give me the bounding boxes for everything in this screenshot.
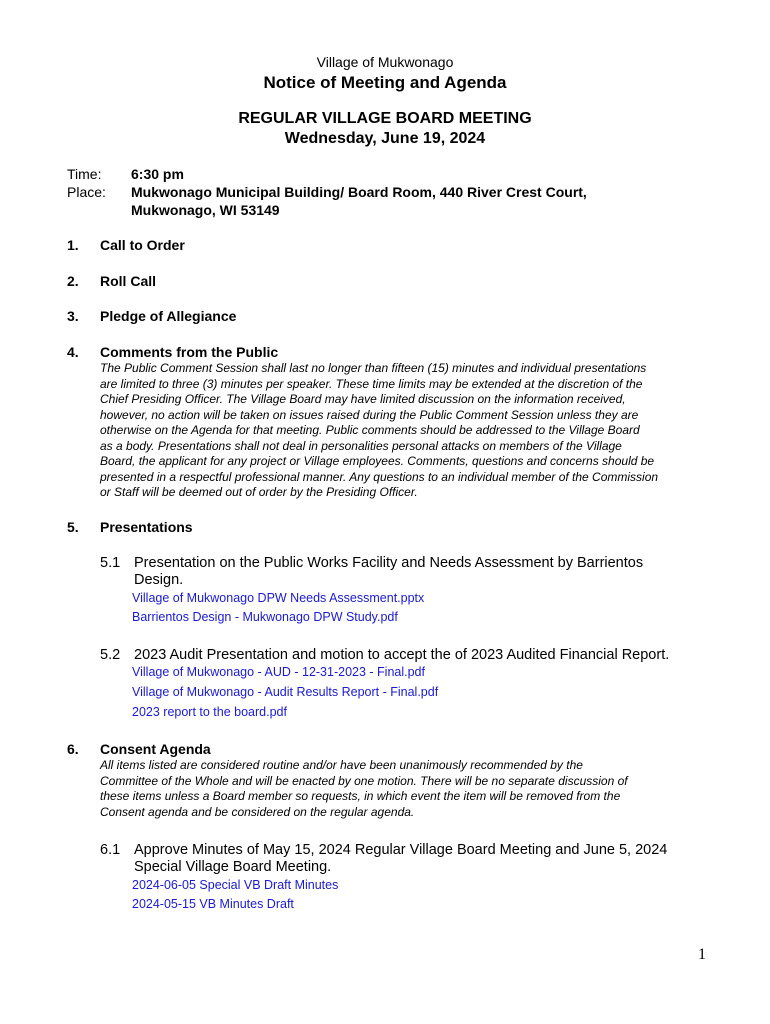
- item-public-comments: Comments from the Public: [100, 344, 279, 360]
- item-number: 1.: [67, 237, 79, 253]
- item-number: 5.: [67, 519, 79, 535]
- subitem-number: 5.1: [100, 555, 121, 571]
- page-number: 1: [698, 946, 706, 963]
- attachment-link[interactable]: 2024-06-05 Special VB Draft Minutes: [132, 878, 339, 892]
- village-name: Village of Mukwonago: [316, 54, 454, 70]
- item-roll-call: Roll Call: [100, 273, 157, 289]
- consent-agenda-description: All items listed are considered routine and/or have been unanimously recommended by the Committee of the Whole and will be enacted by one motion. There will be no separate discussion of these items unless a Board member so requests, in which event the item will be removed from the Consent agenda and be considered on the regular agenda.: [100, 758, 628, 819]
- place-line-2: Mukwonago, WI 53149: [131, 202, 280, 218]
- subitem-audit-presentation: 2023 Audit Presentation and motion to accept the of 2023 Audited Financial Report.: [134, 647, 670, 663]
- subitem-dpw-presentation: Presentation on the Public Works Facility and Needs Assessment by Barrientos Design.: [134, 555, 644, 588]
- place-label: Place:: [67, 184, 106, 200]
- attachment-link[interactable]: Village of Mukwonago - AUD - 12-31-2023 - Final.pdf: [132, 665, 425, 679]
- item-number: 6.: [67, 741, 79, 757]
- item-consent-agenda: Consent Agenda: [100, 741, 211, 757]
- item-number: 4.: [67, 344, 79, 360]
- subitem-number: 5.2: [100, 647, 121, 663]
- item-pledge: Pledge of Allegiance: [100, 308, 237, 324]
- item-number: 2.: [67, 273, 79, 289]
- attachment-link[interactable]: 2024-05-15 VB Minutes Draft: [132, 897, 294, 911]
- meeting-date: Wednesday, June 19, 2024: [284, 130, 486, 147]
- notice-title: Notice of Meeting and Agenda: [263, 73, 507, 92]
- attachment-link[interactable]: Village of Mukwonago DPW Needs Assessment.pptx: [132, 591, 425, 605]
- item-number: 3.: [67, 308, 79, 324]
- subitem-number: 6.1: [100, 842, 121, 858]
- public-comment-description: The Public Comment Session shall last no longer than fifteen (15) minutes and individual presentations are limited to three (3) minutes per speaker. These time limits may be extended at the discretion of the Chief Presiding Officer. The Village Board may have limited discussion on the information received, however, no action will be taken on issues raised during the Public Comment Session unless they are otherwise on the Agenda for that meeting. Public comments should be addressed to the Village Board as a body. Presentations shall not deal in personalities personal attacks on members of the Village Board, the applicant for any project or Village employees. Comments, questions and concerns should be presented in a respectful professional manner. Any questions to an individual member of the Commission or Staff will be deemed out of order by the Presiding Officer.: [100, 361, 659, 499]
- time-label: Time:: [67, 166, 102, 182]
- attachment-link[interactable]: Barrientos Design - Mukwonago DPW Study.pdf: [132, 610, 398, 624]
- place-line-1: Mukwonago Municipal Building/ Board Room, 440 River Crest Court,: [131, 184, 587, 200]
- subitem-approve-minutes: Approve Minutes of May 15, 2024 Regular Village Board Meeting and June 5, 2024 Special Village Board Meeting.: [134, 842, 668, 875]
- meeting-title: REGULAR VILLAGE BOARD MEETING: [238, 110, 532, 127]
- item-presentations: Presentations: [100, 519, 193, 535]
- item-call-to-order: Call to Order: [100, 237, 185, 253]
- attachment-link[interactable]: 2023 report to the board.pdf: [132, 705, 287, 719]
- time-value: 6:30 pm: [131, 166, 184, 182]
- attachment-link[interactable]: Village of Mukwonago - Audit Results Report - Final.pdf: [132, 685, 439, 699]
